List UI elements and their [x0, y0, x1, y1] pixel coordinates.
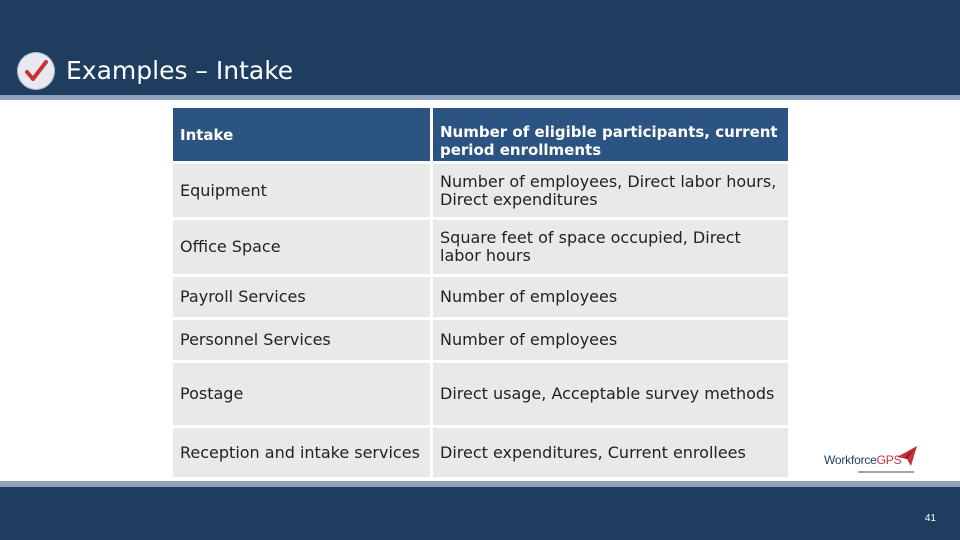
table-cell-label: Reception and intake services	[172, 427, 432, 479]
table-row	[172, 219, 790, 276]
footer-bar	[0, 487, 960, 540]
table-cell-basis: Number of employees, Direct labor hours, Direct expenditures	[432, 163, 790, 219]
header-divider	[0, 95, 960, 100]
table-cell-basis: Number of employees	[432, 319, 790, 362]
table-header-row	[172, 107, 790, 163]
paper-plane-icon	[896, 445, 918, 467]
logo-name-part2: GPS	[876, 453, 902, 467]
table-row	[172, 362, 790, 427]
table-cell-basis: Direct usage, Acceptable survey methods	[432, 362, 790, 427]
table-cell-label: Personnel Services	[172, 319, 432, 362]
table-header-cell: Intake	[172, 107, 432, 163]
table-header-cell: Number of eligible participants, current period enrollments	[432, 107, 790, 163]
table-cell-basis: Square feet of space occupied, Direct labor hours	[432, 219, 790, 276]
logo-tagline	[858, 471, 914, 473]
table-cell-label: Office Space	[172, 219, 432, 276]
workforcegps-logo	[824, 445, 924, 477]
slide-title: Examples – Intake	[66, 56, 294, 85]
logo-name-part1: Workforce	[824, 453, 877, 467]
table-row	[172, 427, 790, 479]
table-cell-label: Postage	[172, 362, 432, 427]
table-cell-label: Equipment	[172, 163, 432, 219]
table-row	[172, 276, 790, 319]
table-row	[172, 163, 790, 219]
intake-table	[170, 105, 791, 480]
table-cell-basis: Number of employees	[432, 276, 790, 319]
table-cell-label: Payroll Services	[172, 276, 432, 319]
table-cell-basis: Direct expenditures, Current enrollees	[432, 427, 790, 479]
table-row	[172, 319, 790, 362]
checkmark-icon	[17, 52, 55, 90]
page-number: 41	[924, 513, 936, 524]
